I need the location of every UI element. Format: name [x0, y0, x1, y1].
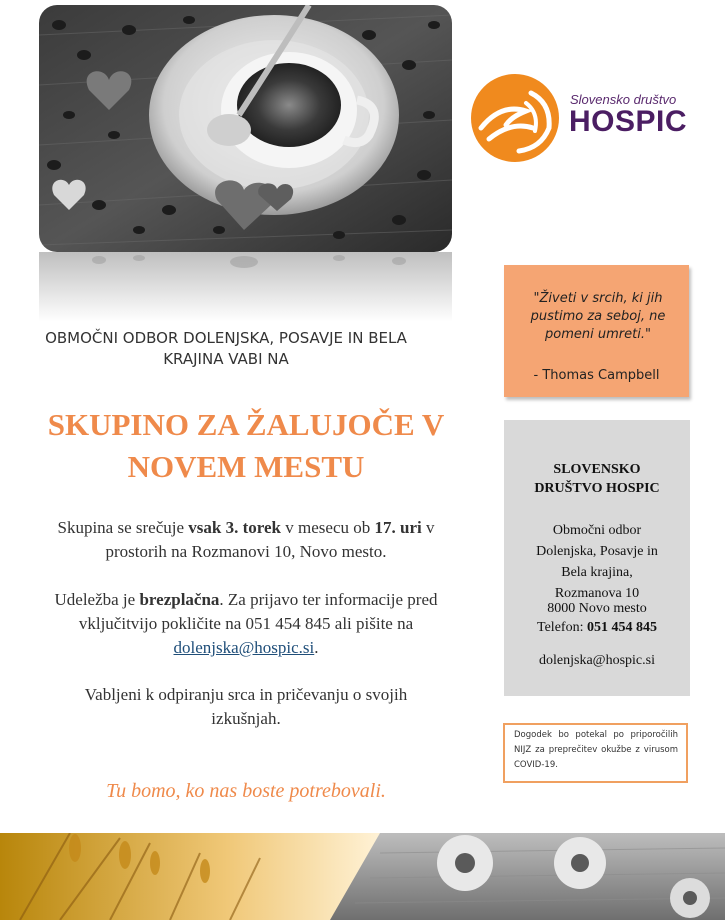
text-span: v [421, 518, 435, 537]
bottom-banner-image [0, 833, 725, 920]
intro-text [30, 328, 422, 370]
info-title-line: DRUŠTVO HOSPIC [534, 481, 660, 496]
address-line: Območni odbor [552, 523, 642, 538]
notice-text: Dogodek bo potekal po priporočilih NIJZ za preprečitev okužbe z virusom COVID-19. [514, 730, 678, 770]
contact-info-box [504, 420, 690, 696]
phone-label: Telefon: [537, 620, 587, 635]
paragraph-invitation [30, 683, 462, 731]
info-email[interactable]: dolenjska@hospic.si [539, 653, 655, 668]
quote-line: pustimo za seboj, ne [530, 309, 666, 324]
address-line: Dolenjska, Posavje in [536, 544, 658, 559]
text-span: . Za prijavo ter informacije pred [219, 590, 438, 609]
bold-free: brezplačna [139, 590, 220, 609]
text-span: Skupina se srečuje [57, 518, 189, 537]
bold-day: vsak 3. torek [188, 518, 282, 537]
text-span: . [314, 638, 319, 657]
covid-notice [503, 723, 688, 783]
invitation-line-1: Vabljeni k odpiranju srca in pričevanju o svojih [84, 685, 408, 704]
schedule-line-2: prostorih na Rozmanovi 10, Novo mesto. [105, 542, 387, 561]
page-title [30, 404, 462, 488]
slogan: Tu bomo, ko nas boste potrebovali. [106, 780, 386, 802]
quote-line: pomeni umreti." [545, 327, 651, 342]
title-line-2: NOVEM MESTU [127, 449, 365, 484]
daisy-icon [437, 835, 493, 891]
address-line: Bela krajina, [561, 565, 633, 580]
registration-line-2: vključitvijo pokličite na 051 454 845 ali pišite na [78, 614, 414, 633]
info-title-line: SLOVENSKO [553, 462, 641, 477]
address-line: Rozmanova 10 [554, 586, 640, 601]
info-phone [504, 620, 690, 636]
bold-time: 17. uri [374, 518, 422, 537]
phone-number[interactable]: 051 454 845 [586, 620, 657, 635]
quote-line: "Živeti v srcih, ki jih [533, 291, 663, 306]
title-line-1: SKUPINO ZA ŽALUJOČE V [47, 407, 445, 442]
hospic-hands-icon [471, 73, 571, 163]
info-city: 8000 Novo mesto [547, 601, 647, 616]
intro-line-2: KRAJINA VABI NA [163, 350, 289, 368]
quote-text [518, 290, 678, 344]
logo-subtitle: Slovensko društvo [570, 92, 677, 107]
info-address [516, 520, 678, 604]
email-link[interactable]: dolenjska@hospic.si [173, 638, 315, 657]
text-span: v mesecu ob [281, 518, 375, 537]
paragraph-registration [30, 588, 462, 660]
logo-title: HOSPIC [569, 105, 688, 138]
quote-box [504, 265, 689, 397]
text-span: Udeležba je [54, 590, 140, 609]
paragraph-schedule [30, 516, 462, 564]
quote-author: - Thomas Campbell [533, 368, 660, 383]
info-title [504, 460, 690, 498]
invitation-line-2: izkušnjah. [211, 709, 281, 728]
coffee-photo [39, 5, 452, 252]
intro-line-1: OBMOČNI ODBOR DOLENJSKA, POSAVJE IN BELA [45, 329, 407, 347]
coffee-photo-reflection [39, 252, 452, 322]
